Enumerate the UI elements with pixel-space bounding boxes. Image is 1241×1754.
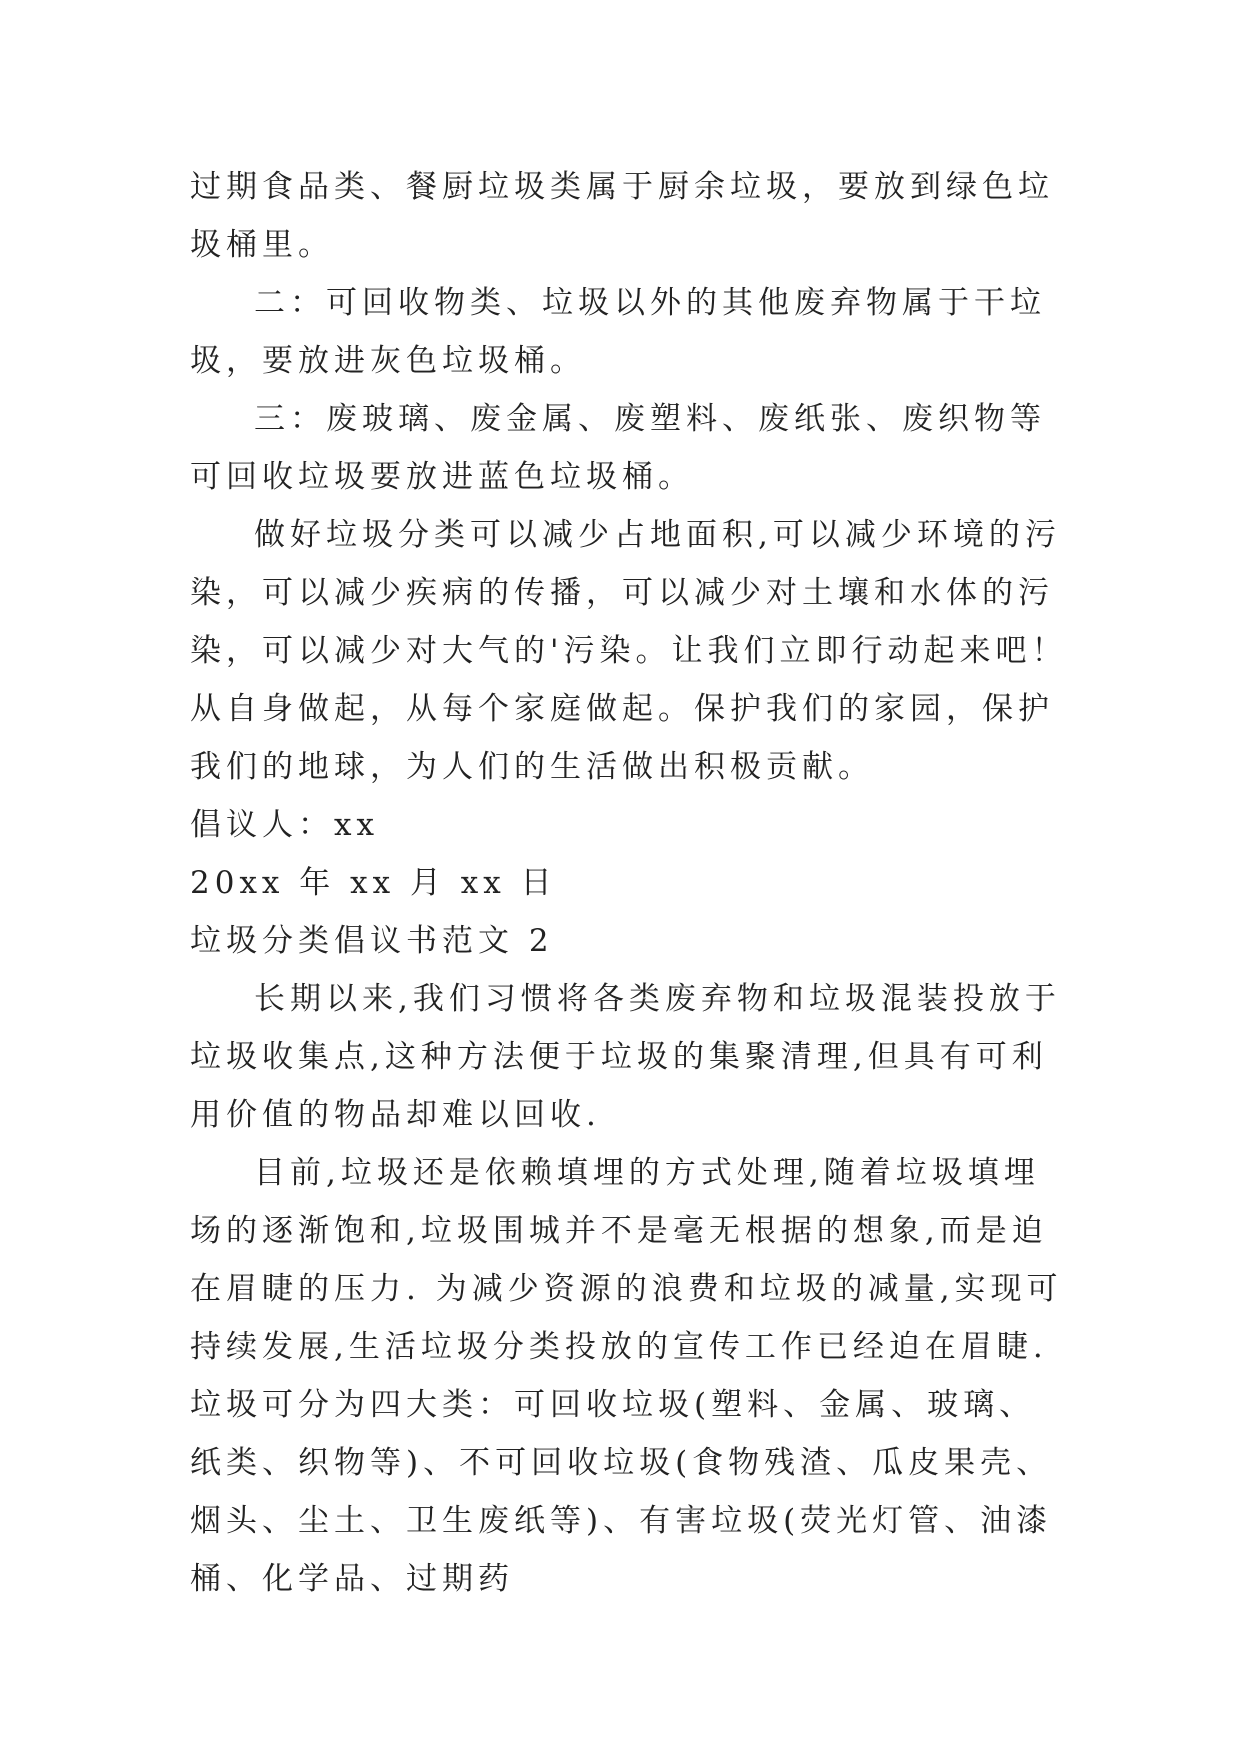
paragraph-current: 目前,垃圾还是依赖填埋的方式处理,随着垃圾填埋场的逐渐饱和,垃圾围城并不是毫无根据的想象,而是迫在眉睫的压力. 为减少资源的浪费和垃圾的减量,实现可持续发展,生活垃圾分类投放的宣传工作已经迫在眉睫. 垃圾可分为四大类：可回收垃圾(塑料、金属、玻璃、纸类、织物等)、不可回收垃圾(食物残渣、瓜皮果壳、烟头、尘土、卫生废纸等)、有害垃圾(荧光灯管、油漆桶、化学品、过期药 [190,1155,1063,1597]
paragraph-kitchen-waste: 过期食品类、餐厨垃圾类属于厨余垃圾，要放到绿色垃圾桶里。 [190,169,1054,263]
signatory-line: 倡议人：xx [190,807,379,843]
paragraph-long-term: 长期以来,我们习惯将各类废弃物和垃圾混装投放于垃圾收集点,这种方法便于垃圾的集聚清理,但具有可利用价值的物品却难以回收. [190,981,1061,1133]
document-body [190,158,1070,1608]
section-title-2: 垃圾分类倡议书范文 2 [190,923,554,959]
date-line: 20xx 年 xx 月 xx 日 [190,865,557,901]
paragraph-benefits: 做好垃圾分类可以减少占地面积,可以减少环境的污染，可以减少疾病的传播，可以减少对土壤和水体的污染，可以减少对大气的'污染。让我们立即行动起来吧！从自身做起，从每个家庭做起。保护我们的家园，保护我们的地球，为人们的生活做出积极贡献。 [190,517,1068,785]
paragraph-recyclable: 三：废玻璃、废金属、废塑料、废纸张、废织物等可回收垃圾要放进蓝色垃圾桶。 [190,401,1046,495]
paragraph-dry-waste: 二：可回收物类、垃圾以外的其他废弃物属于干垃圾，要放进灰色垃圾桶。 [190,285,1046,379]
